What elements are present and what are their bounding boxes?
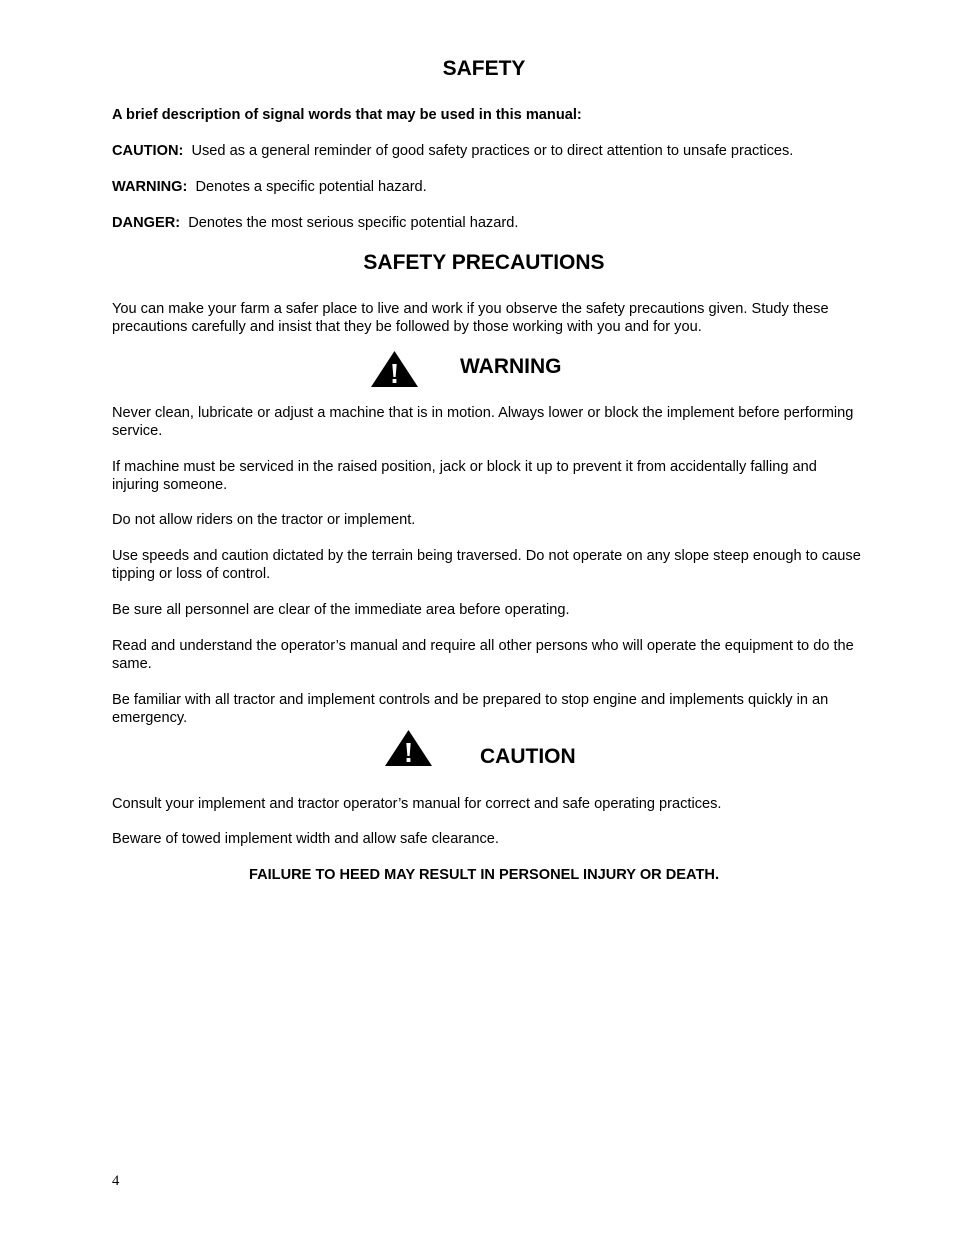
signal-word-warning xyxy=(112,178,862,196)
warning-item-6: Read and understand the operator’s manual and require all other persons who will operate the equipment to do the same. xyxy=(112,638,854,672)
signal-word-term: CAUTION: xyxy=(112,143,184,159)
warning-item-5: Be sure all personnel are clear of the immediate area before operating. xyxy=(112,602,570,618)
warning-label: WARNING xyxy=(460,355,562,378)
caution-item-2: Beware of towed implement width and allow safe clearance. xyxy=(112,831,499,847)
caution-triangle-icon xyxy=(384,729,433,767)
signal-word-definition: Denotes a specific potential hazard. xyxy=(195,179,427,195)
warning-triangle-icon xyxy=(370,350,419,388)
signal-word-caution xyxy=(112,142,862,160)
warning-item-4: Use speeds and caution dictated by the terrain being traversed. Do not operate on any slope steep enough to cause tipping or loss of control. xyxy=(112,548,861,582)
safety-precautions-intro: You can make your farm a safer place to live and work if you observe the safety precautions given. Study these precautions carefully and insist that they be followed by those working with you and for you. xyxy=(112,301,829,335)
caution-item-1: Consult your implement and tractor operator’s manual for correct and safe operating practices. xyxy=(112,796,722,812)
final-notice: FAILURE TO HEED MAY RESULT IN PERSONEL INJURY OR DEATH. xyxy=(248,867,720,883)
page-number: 4 xyxy=(112,1173,120,1189)
safety-precautions-heading: SAFETY PRECAUTIONS xyxy=(363,251,605,274)
signal-word-danger xyxy=(112,214,862,232)
signal-word-term: DANGER: xyxy=(112,215,181,231)
warning-item-2: If machine must be serviced in the raised position, jack or block it up to prevent it from accidentally falling and injuring someone. xyxy=(112,459,817,493)
signal-word-definition: Used as a general reminder of good safety practices or to direct attention to unsafe practices. xyxy=(191,143,794,159)
warning-item-3: Do not allow riders on the tractor or implement. xyxy=(112,512,416,528)
signal-word-term: WARNING: xyxy=(112,179,188,195)
warning-item-1: Never clean, lubricate or adjust a machine that is in motion. Always lower or block the implement before performing service. xyxy=(112,405,854,439)
signal-word-definition: Denotes the most serious specific potential hazard. xyxy=(188,215,519,231)
page-title: SAFETY xyxy=(442,57,526,80)
warning-item-7: Be familiar with all tractor and implement controls and be prepared to stop engine and implements quickly in an emergency. xyxy=(112,692,829,726)
signal-words-intro: A brief description of signal words that may be used in this manual: xyxy=(112,107,582,123)
caution-label: CAUTION xyxy=(480,745,576,768)
